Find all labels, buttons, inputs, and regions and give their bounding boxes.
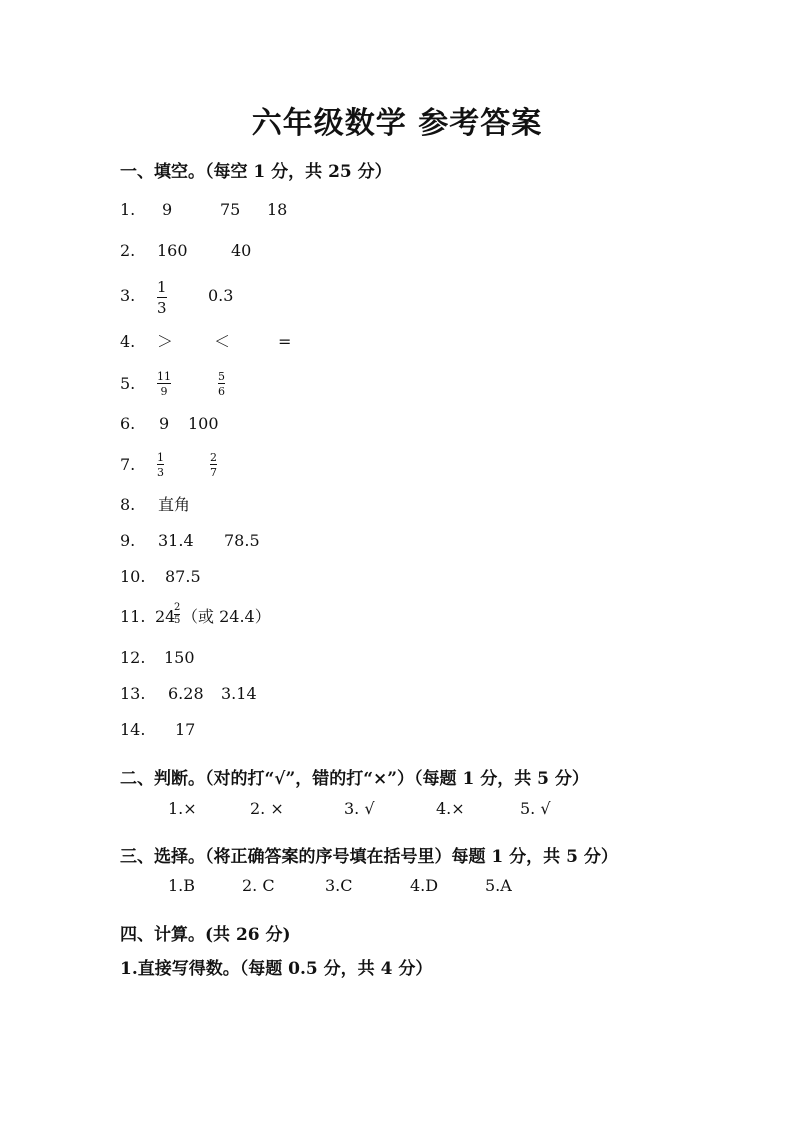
answer-value: 18 [267,200,288,219]
section3-heading: 三、选择。（将正确答案的序号填在括号里）每题 1 分，共 5 分） [120,847,618,867]
choice-answer: 1.B [168,876,196,895]
answer-value: 17 [175,720,196,739]
choice-answer: 5.A [485,876,512,895]
answer-value: 160 [157,241,188,260]
answer-value: 6.28 [168,684,204,703]
fraction-numerator: 5 [218,370,225,383]
answer-value: 直角 [158,495,191,514]
section1-heading: 一、填空。（每空 1 分，共 25 分） [120,162,392,182]
item-number: 6. [120,414,136,433]
answer-value: = [278,332,292,351]
item-number: 9. [120,531,136,550]
item-number: 10. [120,567,146,586]
item-number: 2. [120,241,136,260]
item-number: 1. [120,200,136,219]
judge-answer: 3. √ [344,799,375,818]
answer-value: ＜ [214,332,231,351]
answer-value: 75 [220,200,241,219]
judge-answer: 4.× [436,799,465,818]
fraction-denominator: 3 [157,466,164,479]
answer-value: 40 [231,241,252,260]
fraction-denominator: 5 [174,615,181,626]
answer-value: 9 [162,200,173,219]
fraction-denominator: 7 [210,466,217,479]
page-title: 六年级数学 参考答案 [251,106,543,141]
fraction-numerator: 11 [157,370,171,383]
judge-answer: 1.× [168,799,197,818]
fraction [157,452,164,478]
fraction-denominator: 6 [218,385,225,398]
item-number: 13. [120,684,146,703]
choice-answer: 2. C [242,876,275,895]
fraction [157,371,171,397]
fraction [157,280,167,316]
fraction-numerator: 1 [157,451,164,464]
answer-value: 78.5 [224,531,260,550]
answer-value: 3.14 [221,684,257,703]
item-number: 14. [120,720,146,739]
fraction-denominator: 3 [157,299,167,317]
fraction [218,371,225,397]
choice-answer: 3.C [325,876,353,895]
section4-heading: 四、计算。(共 26 分) [120,925,291,945]
choice-answer: 4.D [410,876,439,895]
answer-value: 87.5 [165,567,201,586]
answer-value: ＞ [157,332,174,351]
section4-subheading: 1.直接写得数。（每题 0.5 分，共 4 分） [120,959,433,979]
mixed-number-whole: 24 [155,607,176,626]
item-number: 4. [120,332,136,351]
answer-value: 150 [164,648,195,667]
answer-value: （或 24.4） [182,607,271,626]
item-number: 11. [120,607,146,626]
answer-value: 0.3 [208,286,234,305]
item-number: 8. [120,495,136,514]
item-number: 3. [120,286,136,305]
fraction-numerator: 2 [210,451,217,464]
fraction [210,452,217,478]
item-number: 5. [120,374,136,393]
answer-value: 100 [188,414,219,433]
fraction [174,603,180,626]
item-number: 12. [120,648,146,667]
judge-answer: 5. √ [520,799,551,818]
answer-value: 9 [159,414,170,433]
judge-answer: 2. × [250,799,284,818]
fraction-numerator: 2 [174,602,181,613]
fraction-denominator: 9 [160,385,168,398]
fraction-numerator: 1 [157,278,167,296]
answer-value: 31.4 [158,531,194,550]
section2-heading: 二、判断。（对的打“√”，错的打“×”）（每题 1 分，共 5 分） [120,769,589,789]
item-number: 7. [120,455,136,474]
